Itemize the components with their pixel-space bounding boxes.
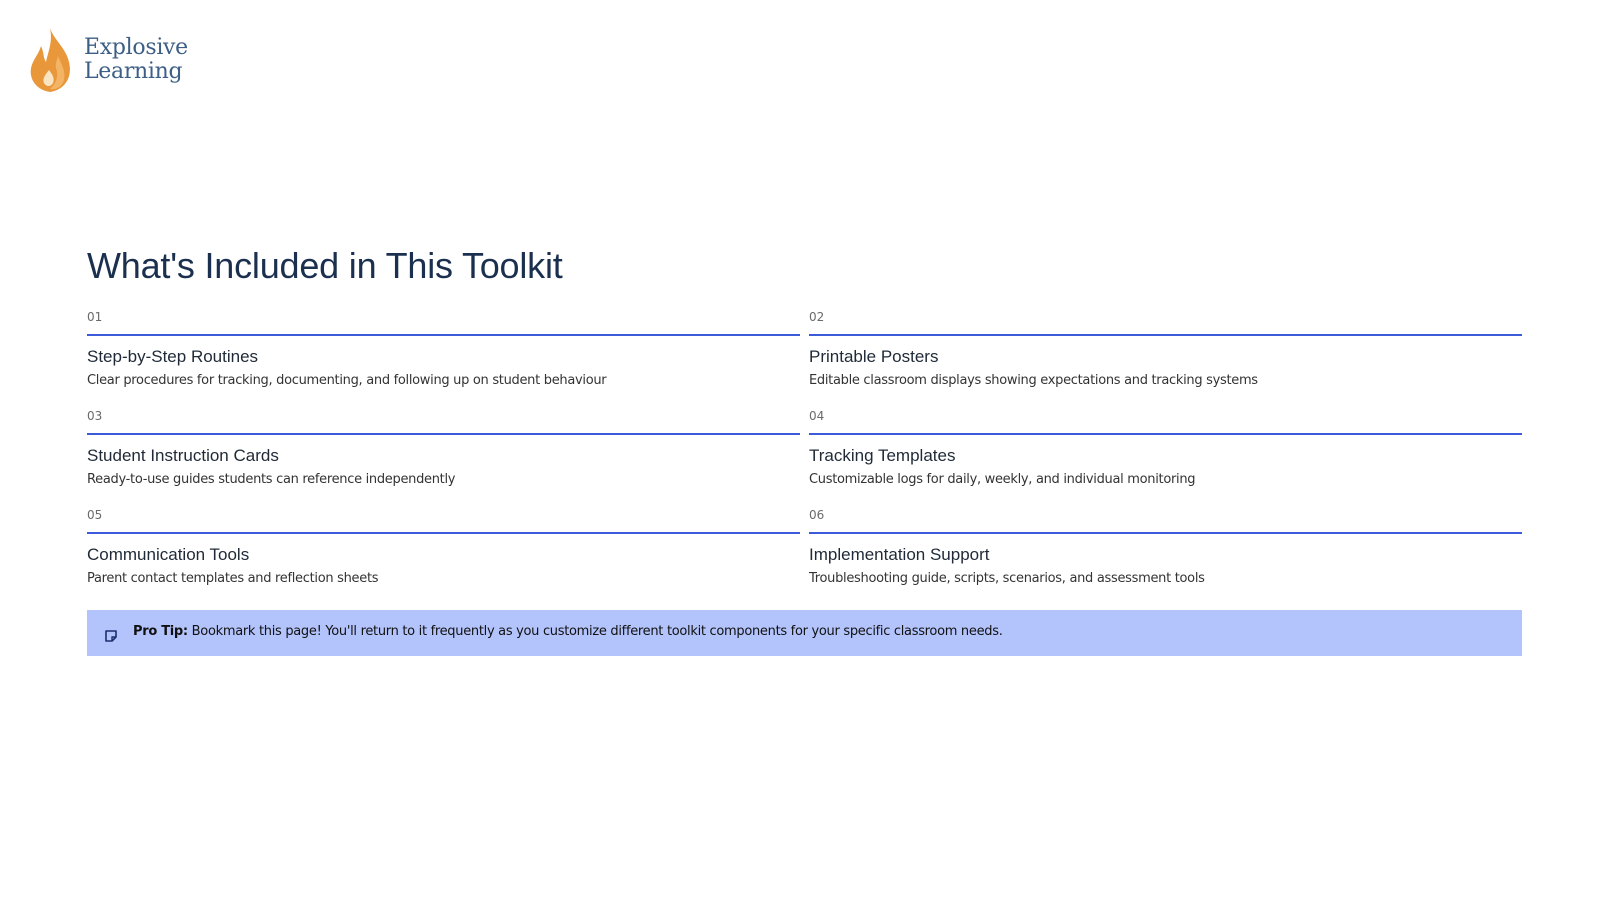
toolkit-item [87,310,800,409]
item-description: Parent contact templates and reflection sheets [87,571,379,586]
item-description: Troubleshooting guide, scripts, scenarios, and assessment tools [809,571,1205,586]
item-divider [87,334,800,336]
item-divider [809,532,1522,534]
item-number: 02 [809,310,825,324]
flame-icon [28,26,74,94]
item-number: 05 [87,508,103,522]
brand-name-line2: Learning [84,59,183,84]
item-title: Tracking Templates [809,446,956,465]
item-title: Communication Tools [87,545,250,564]
item-number: 04 [809,409,825,423]
item-number: 03 [87,409,103,423]
item-number: 01 [87,310,103,324]
item-title: Implementation Support [809,545,990,564]
item-description: Customizable logs for daily, weekly, and individual monitoring [809,472,1196,487]
brand-name-line1: Explosive [84,35,188,60]
note-icon [104,629,118,643]
item-title: Step-by-Step Routines [87,347,259,366]
brand-name [84,36,188,84]
item-number: 06 [809,508,825,522]
item-divider [809,433,1522,435]
brand-logo[interactable] [28,26,188,94]
item-description: Ready-to-use guides students can reference independently [87,472,456,487]
item-divider [87,532,800,534]
toolkit-item [87,508,800,607]
pro-tip-body: Bookmark this page! You'll return to it frequently as you customize different toolkit components for your specific classroom needs. [191,623,1003,639]
item-description: Editable classroom displays showing expectations and tracking systems [809,373,1258,388]
pro-tip-text [133,624,1003,639]
toolkit-items-grid [87,310,1522,607]
pro-tip-label: Pro Tip: [133,623,188,639]
toolkit-item [809,409,1522,508]
item-divider [809,334,1522,336]
item-title: Printable Posters [809,347,939,366]
toolkit-item [87,409,800,508]
item-divider [87,433,800,435]
toolkit-item [809,310,1522,409]
toolkit-item [809,508,1522,607]
item-description: Clear procedures for tracking, documenting, and following up on student behaviour [87,373,607,388]
item-title: Student Instruction Cards [87,446,279,465]
pro-tip-banner [87,610,1522,656]
page-title: What's Included in This Toolkit [87,245,563,286]
